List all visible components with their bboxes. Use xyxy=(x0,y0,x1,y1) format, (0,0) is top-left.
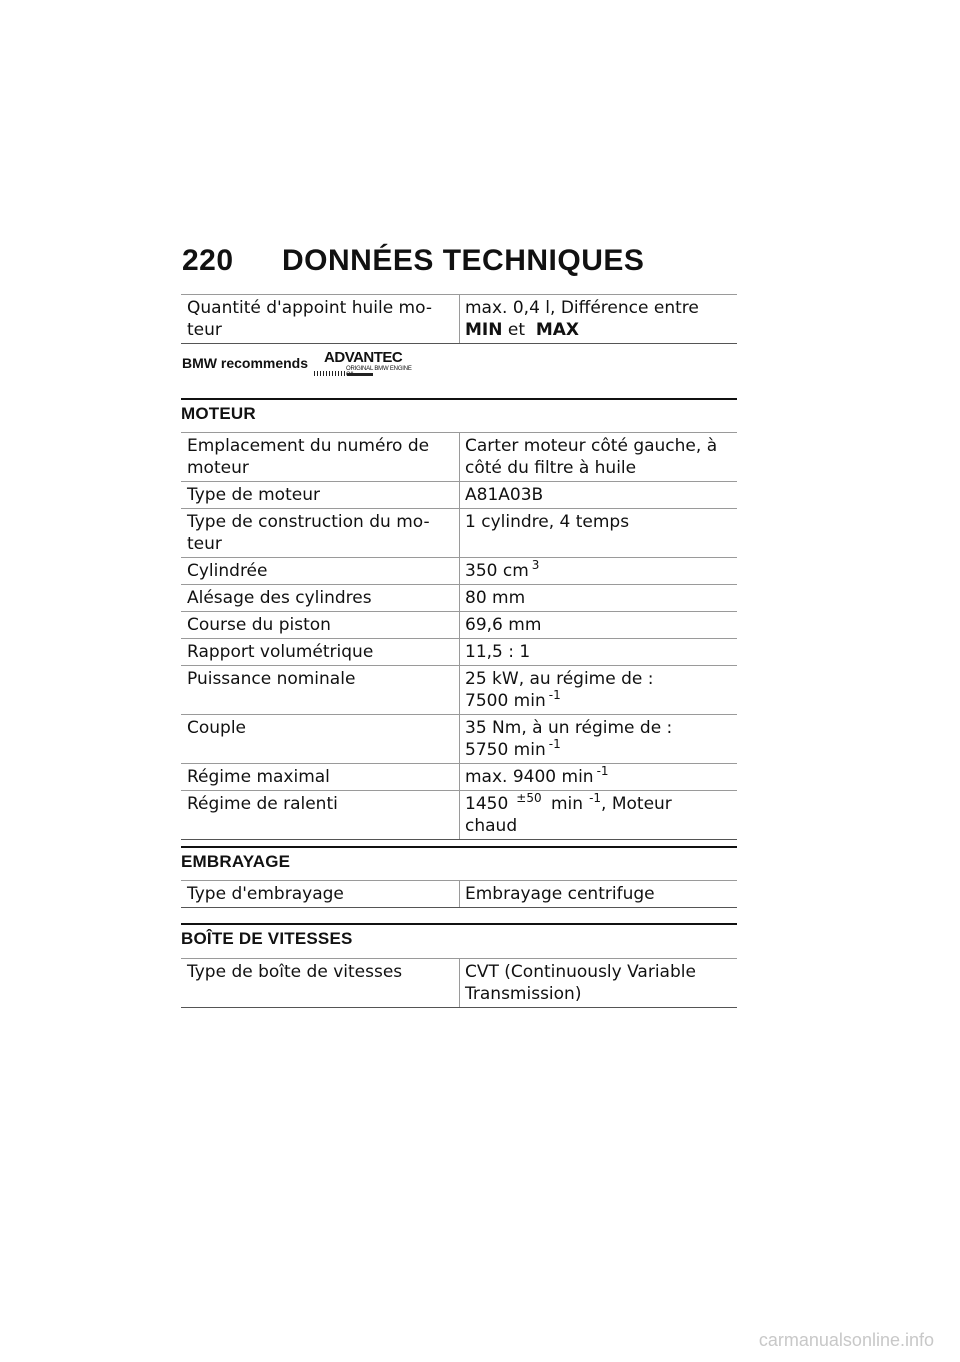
spec-key: Puissance nominale xyxy=(181,666,460,715)
max-label: MAX xyxy=(535,320,580,340)
spec-key: Emplacement du numéro de xyxy=(187,436,430,456)
spec-value: 25 kW, au régime de : xyxy=(465,669,654,689)
table-row xyxy=(181,482,737,509)
recommend-label: BMW recommends xyxy=(182,355,309,371)
spec-value: Carter moteur côté gauche, à xyxy=(465,436,718,456)
spec-key: Type de construction du mo- xyxy=(187,512,430,532)
table-row xyxy=(181,791,737,840)
spec-key: Course du piston xyxy=(181,612,460,639)
superscript: -1 xyxy=(596,764,609,778)
section-title-embrayage: EMBRAYAGE xyxy=(181,846,737,872)
spec-key: teur xyxy=(187,534,222,554)
table-row xyxy=(181,639,737,666)
logo-subtitle: ORIGINAL BMW ENGINE xyxy=(346,366,412,372)
spec-key: Rapport volumétrique xyxy=(181,639,460,666)
superscript: ±50 xyxy=(516,791,542,805)
watermark: carmanualsonline.info xyxy=(758,1330,934,1350)
page-title: DONNÉES TECHNIQUES xyxy=(282,244,645,277)
spec-value: 1450 xyxy=(465,794,509,814)
section-title-moteur: MOTEUR xyxy=(181,398,737,424)
spec-key: Type de moteur xyxy=(181,482,460,509)
page-header xyxy=(182,244,644,278)
spec-key: moteur xyxy=(187,458,249,478)
spec-value: 69,6 mm xyxy=(460,612,738,639)
table-row xyxy=(181,509,737,558)
spec-key: Couple xyxy=(181,715,460,764)
section-title-boite: BOÎTE DE VITESSES xyxy=(181,923,737,949)
spec-value: côté du filtre à huile xyxy=(465,458,637,478)
superscript: 3 xyxy=(531,558,540,572)
spec-value: CVT (Continuously Variable xyxy=(465,962,696,982)
spec-key: Régime maximal xyxy=(181,764,460,791)
superscript: -1 xyxy=(548,737,561,751)
spec-key: Cylindrée xyxy=(181,558,460,585)
spec-key: Type de boîte de vitesses xyxy=(181,959,460,1008)
spec-value: 80 mm xyxy=(460,585,738,612)
spec-value: Embrayage centrifuge xyxy=(460,881,738,908)
spec-value: 35 Nm, à un régime de : xyxy=(465,718,673,738)
spec-value: 350 cm xyxy=(465,561,529,581)
spec-value: 5750 min xyxy=(465,740,546,760)
table-row xyxy=(181,881,737,908)
min-label: MIN xyxy=(465,320,503,340)
superscript: -1 xyxy=(548,688,561,702)
logo-wordmark: ADVANTEC xyxy=(324,349,403,366)
table-row xyxy=(181,715,737,764)
spec-value: max. 0,4 l, Différence entre xyxy=(465,298,699,318)
table-row xyxy=(181,295,737,344)
spec-key: Quantité d'appoint huile mo- xyxy=(187,298,432,318)
boite-table xyxy=(181,958,737,1008)
table-row xyxy=(181,612,737,639)
table-row xyxy=(181,585,737,612)
embrayage-table xyxy=(181,880,737,908)
spec-value: chaud xyxy=(465,816,518,836)
spec-value: min xyxy=(551,794,584,814)
table-row xyxy=(181,959,737,1008)
spec-value: 1 cylindre, 4 temps xyxy=(460,509,738,558)
spec-key: Alésage des cylindres xyxy=(181,585,460,612)
spec-value: 7500 min xyxy=(465,691,546,711)
superscript: -1 xyxy=(589,791,602,805)
advantec-logo xyxy=(314,349,418,379)
spec-key: teur xyxy=(187,320,222,340)
moteur-table xyxy=(181,432,737,840)
spec-value: A81A03B xyxy=(460,482,738,509)
spec-value: 11,5 : 1 xyxy=(460,639,738,666)
spec-value: Transmission) xyxy=(465,984,582,1004)
spec-key: Régime de ralenti xyxy=(181,791,460,840)
oil-recommendation xyxy=(182,349,418,379)
spec-key: Type d'embrayage xyxy=(181,881,460,908)
table-row xyxy=(181,558,737,585)
spec-value: , Moteur xyxy=(601,794,672,814)
spec-value: max. 9400 min xyxy=(465,767,594,787)
table-row xyxy=(181,764,737,791)
page-number: 220 xyxy=(182,244,234,277)
table-row xyxy=(181,666,737,715)
oil-table xyxy=(181,294,737,344)
table-row xyxy=(181,433,737,482)
logo-bars-icon xyxy=(314,371,374,377)
et-text: et xyxy=(507,320,526,340)
